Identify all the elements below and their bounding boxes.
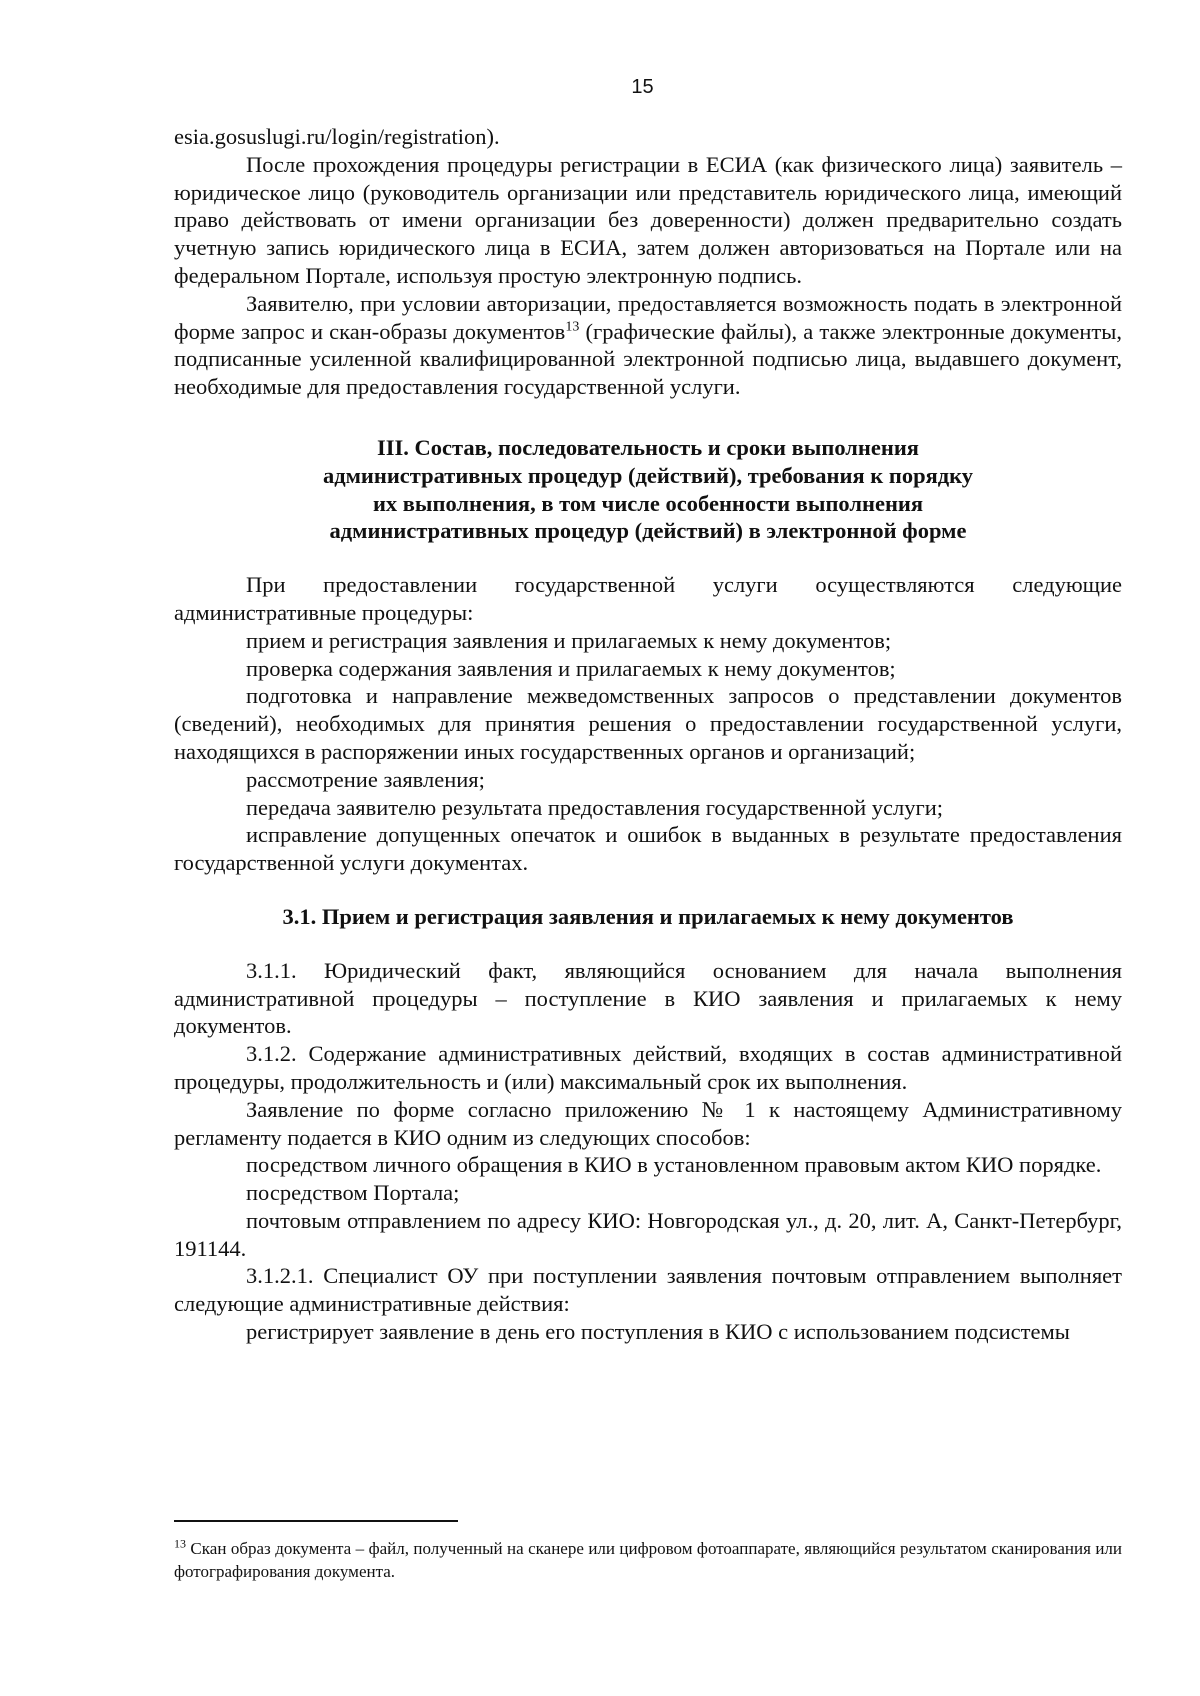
list-item-submission-method: посредством личного обращения в КИО в установленном правовым актом КИО порядке. [246, 1152, 1102, 1178]
list-item-procedure: рассмотрение заявления; [246, 766, 485, 792]
list-item-procedure: исправление допущенных опечаток и ошибок в выданных в результате предоставления государственной услуги документах. [174, 822, 1122, 876]
paragraph-esia-registration: После прохождения процедуры регистрации в ЕСИА (как физического лица) заявитель – юридическое лицо (руководитель организации или представитель юридического лица, имеющий право действовать от имени организации без доверенности) должен предварительно создать учетную запись юридического лица в ЕСИА, затем должен авторизоваться на Портале или на федеральном Портале, используя простую электронную подпись. [174, 151, 1122, 288]
list-item-procedure: проверка содержания заявления и прилагаемых к нему документов; [246, 655, 896, 681]
section-3-heading [174, 434, 1122, 545]
footnote-reference: 13 [565, 319, 580, 335]
document-body [174, 123, 1122, 1346]
paragraph-applicant-options-start: Заявителю, при условии авторизации, предоставляется возможность подать в электронной форме запрос и скан-образы документов [174, 290, 1122, 344]
list-item-procedure: передача заявителю результата предоставления государственной услуги; [246, 794, 943, 820]
paragraph-3-1-2: 3.1.2. Содержание административных действий, входящих в состав административной процедуры, продолжительность и (или) максимальный срок их выполнения. [174, 1041, 1122, 1094]
section-3-1-heading: 3.1. Прием и регистрация заявления и прилагаемых к нему документов [282, 903, 1014, 929]
paragraph-url-tail: esia.gosuslugi.ru/login/registration). [174, 124, 500, 149]
list-item-submission-method: посредством Портала; [246, 1180, 460, 1206]
paragraph-3-1-2-1: 3.1.2.1. Специалист ОУ при поступлении заявления почтовым отправлением выполняет следующие административные действия: [174, 1263, 1122, 1317]
heading-line: III. Состав, последовательность и сроки выполнения [377, 434, 919, 460]
list-item-procedure: подготовка и направление межведомственных запросов о представлении документов (сведений), необходимых для принятия решения о предоставлении государственной услуги, находящихся в распоряжении иных государственных органов и организаций; [174, 683, 1122, 764]
footnote-text: Скан образ документа – файл, полученный на сканере или цифровом фотоаппарате, являющийся результатом сканирования или фотографирования документа. [174, 1539, 1122, 1581]
heading-line: административных процедур (действий), требования к порядку [322, 462, 974, 488]
paragraph-registration-action: регистрирует заявление в день его поступления в КИО с использованием подсистемы [246, 1319, 1070, 1345]
paragraph-applicant-options [174, 290, 1122, 401]
page-number: 15 [631, 76, 654, 98]
paragraph-applicant-options-end: (графические файлы), а также электронные документы, подписанные усиленной квалифицированной электронной подписью лица, выдавшего документ, необходимые для предоставления государственной услуги. [174, 318, 1122, 400]
list-item-procedure: прием и регистрация заявления и прилагаемых к нему документов; [246, 627, 892, 653]
footnote-separator [174, 1520, 458, 1522]
heading-line: их выполнения, в том числе особенности выполнения [372, 490, 924, 516]
heading-line: административных процедур (действий) в электронной форме [329, 518, 967, 544]
paragraph-procedures-intro: При предоставлении государственной услуги осуществляются следующие административные процедуры: [174, 572, 1122, 625]
list-item-submission-method: почтовым отправлением по адресу КИО: Новгородская ул., д. 20, лит. А, Санкт-Петербург, 191144. [174, 1207, 1122, 1261]
paragraph-3-1-1: 3.1.1. Юридический факт, являющийся основанием для начала выполнения административной процедуры – поступление в КИО заявления и прилагаемых к нему документов. [174, 957, 1122, 1039]
footnote-marker: 13 [174, 1536, 186, 1551]
footnote [174, 1537, 1122, 1583]
paragraph-application-form: Заявление по форме согласно приложению № 1 к настоящему Административному регламенту подается в КИО одним из следующих способов: [174, 1096, 1122, 1150]
